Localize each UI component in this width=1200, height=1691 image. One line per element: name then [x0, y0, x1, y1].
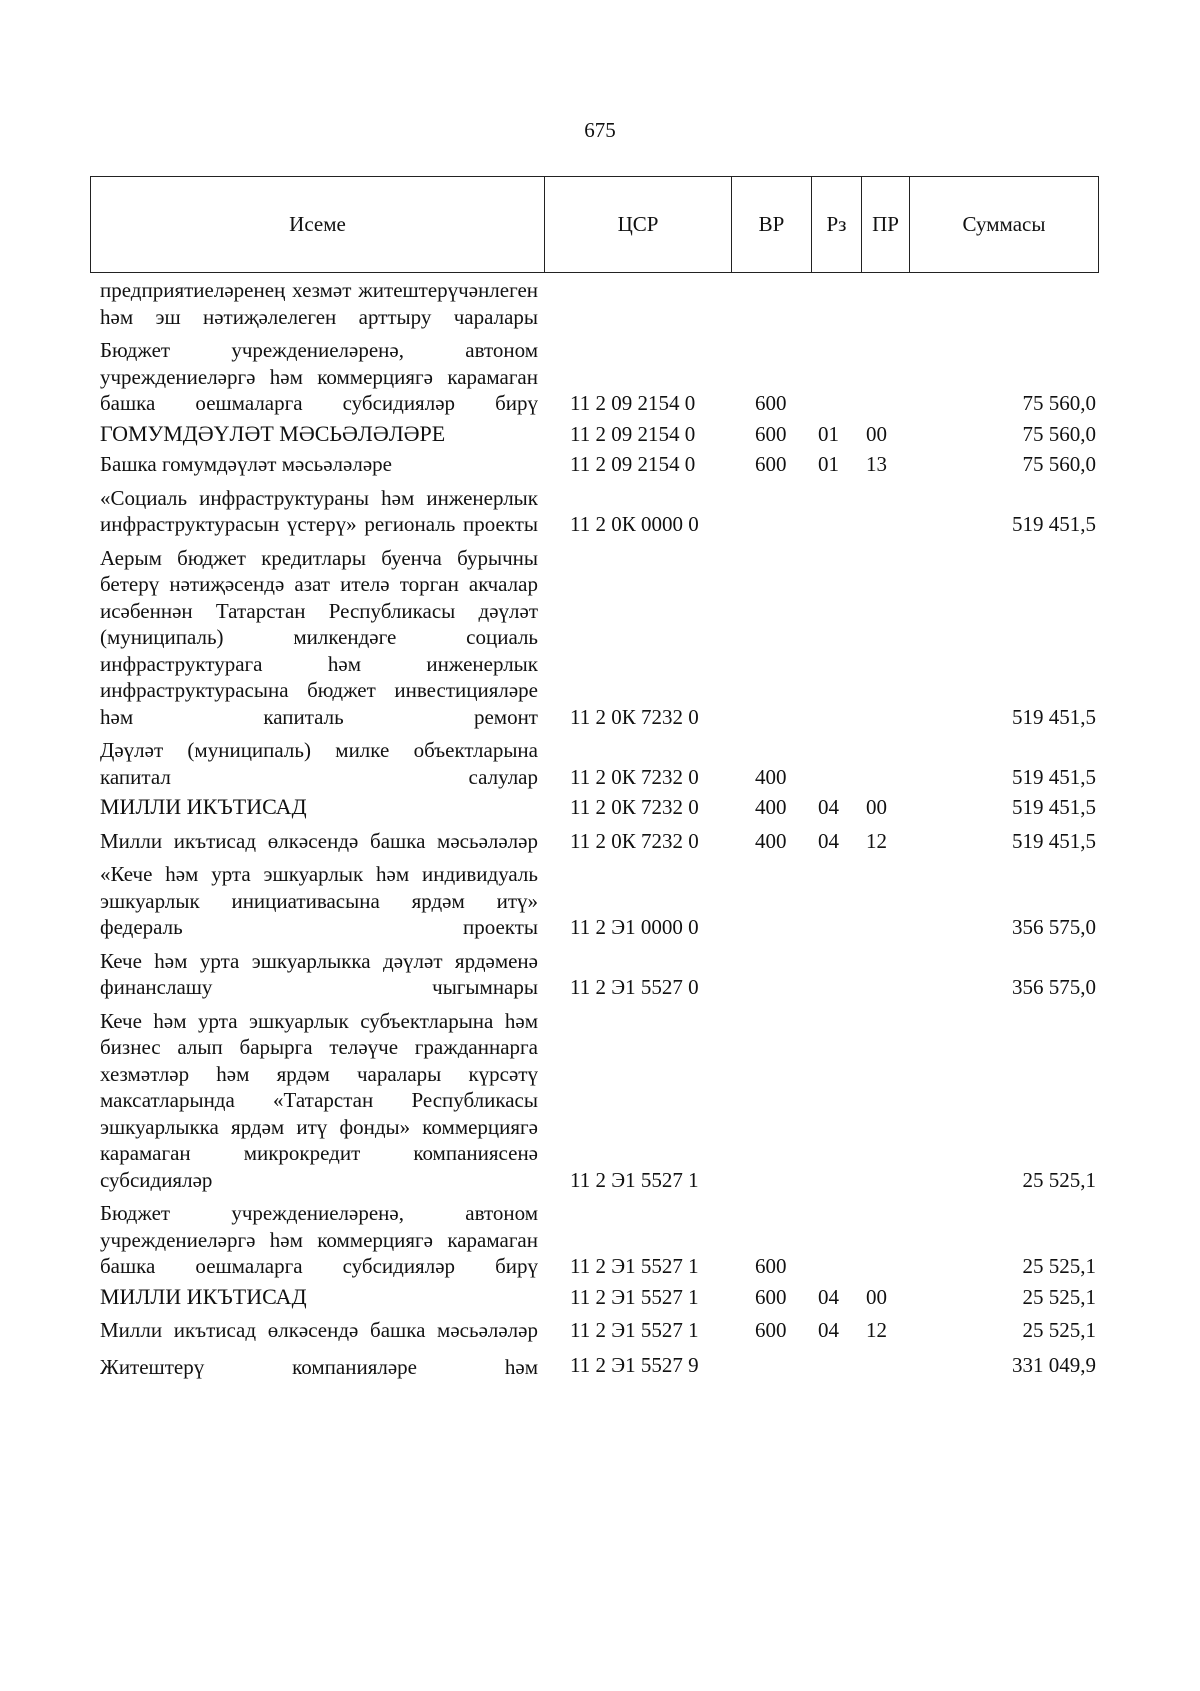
row-sum: 356 575,0	[1012, 915, 1096, 939]
row-csr: 11 2 0К 7232 0	[570, 764, 699, 789]
row-pr: 12	[866, 1318, 887, 1342]
row-name: МИЛЛИ ИКЪТИСАД	[100, 1283, 307, 1309]
row-sum: 75 560,0	[1022, 391, 1096, 415]
row-name: Башка гомумдәүләт мәсьәләләре	[100, 452, 392, 476]
row-vr: 400	[755, 764, 787, 789]
row-vr: 400	[755, 828, 787, 853]
header-csr: ЦСР	[545, 177, 732, 272]
table-row	[100, 1008, 1100, 1194]
table-row	[100, 794, 1100, 821]
row-vr: 600	[755, 1284, 787, 1309]
row-name: «Социаль инфраструктураны һәм инженерлык инфраструктурасын үстерү» региональ проекты	[100, 485, 538, 536]
row-csr: 11 2 0К 0000 0	[570, 512, 699, 536]
row-vr: 600	[755, 1318, 787, 1342]
row-csr: 11 2 Э1 5527 9	[570, 1352, 699, 1377]
row-csr: 11 2 Э1 5527 1	[570, 1284, 699, 1309]
row-sum: 25 525,1	[1022, 1254, 1096, 1278]
row-vr: 600	[755, 452, 787, 476]
row-rz: 04	[818, 1284, 839, 1309]
row-csr: 11 2 Э1 5527 1	[570, 1167, 699, 1192]
table-row	[100, 545, 1100, 731]
table-row	[100, 861, 1100, 941]
table-row	[100, 485, 1100, 538]
row-csr: 11 2 09 2154 0	[570, 391, 696, 415]
row-sum: 25 525,1	[1022, 1167, 1096, 1192]
row-rz: 01	[818, 421, 839, 446]
table-row	[100, 1284, 1100, 1311]
row-rz: 04	[818, 795, 839, 819]
row-sum: 25 525,1	[1022, 1284, 1096, 1309]
row-pr: 00	[866, 1284, 887, 1309]
header-pr: ПР	[862, 177, 910, 272]
table-row	[100, 737, 1100, 790]
row-csr: 11 2 Э1 5527 1	[570, 1254, 699, 1278]
page-number: 675	[584, 118, 616, 142]
row-name: Аерым бюджет кредитлары буенча бурычны бетерү нәтиҗәсендә азат ителә торган акчалар исәбеннән Татарстан Республикасы дәүләт (муниципаль) милкендәге социаль инфраструктурага һәм инженерлык инфраструктурасына бюджет инвестицияләре һәм капиталь ремонт	[100, 545, 538, 729]
row-name: ГОМУМДӘҮЛӘТ МӘСЬӘЛӘЛӘРЕ	[100, 420, 446, 446]
row-csr: 11 2 0К 7232 0	[570, 795, 699, 819]
row-pr: 12	[866, 828, 887, 853]
table-row	[100, 948, 1100, 1001]
row-name: Дәүләт (муниципаль) милке объектларына капитал салулар	[100, 738, 538, 789]
table-row	[100, 1354, 1100, 1381]
header-rz: Рз	[812, 177, 862, 272]
row-csr: 11 2 Э1 5527 1	[570, 1318, 699, 1342]
table-row	[100, 828, 1100, 855]
row-sum: 356 575,0	[1012, 975, 1096, 999]
row-pr: 00	[866, 795, 887, 819]
row-sum: 25 525,1	[1022, 1318, 1096, 1342]
table-row	[100, 1200, 1100, 1280]
row-name: Кече һәм урта эшкуарлыкка дәүләт ярдәменә финанслашу чыгымнары	[100, 948, 538, 999]
row-sum: 519 451,5	[1012, 828, 1096, 853]
row-rz: 04	[818, 828, 839, 853]
table-row	[100, 337, 1100, 417]
row-sum: 331 049,9	[1012, 1352, 1096, 1377]
row-pr: 13	[866, 452, 887, 476]
row-pr: 00	[866, 421, 887, 446]
row-name: Житештерү компанияләре һәм	[100, 1354, 538, 1379]
row-csr: 11 2 09 2154 0	[570, 452, 696, 476]
row-vr: 600	[755, 391, 787, 415]
row-rz: 04	[818, 1318, 839, 1342]
row-sum: 519 451,5	[1012, 795, 1096, 819]
row-csr: 11 2 09 2154 0	[570, 421, 696, 446]
row-name: МИЛЛИ ИКЪТИСАД	[100, 794, 307, 819]
row-rz: 01	[818, 452, 839, 476]
row-name: предприятиеләренең хезмәт житештерүчәнлеген һәм эш нәтиҗәлелеген арттыру чаралары	[100, 278, 538, 329]
table-row	[100, 277, 1100, 330]
table-header	[90, 176, 1099, 273]
row-csr: 11 2 0К 7232 0	[570, 828, 699, 853]
row-csr: 11 2 Э1 0000 0	[570, 915, 699, 939]
header-sum: Суммасы	[962, 212, 1046, 236]
row-vr: 600	[755, 1254, 787, 1278]
row-vr: 600	[755, 421, 787, 446]
table-row	[100, 1317, 1100, 1344]
header-name: Исеме	[91, 177, 545, 272]
row-csr: 11 2 Э1 5527 0	[570, 975, 699, 999]
row-sum: 75 560,0	[1022, 452, 1096, 476]
table-row	[100, 451, 1100, 478]
row-name: Бюджет учреждениеләренә, автоном учреждениеләргә һәм коммерциягә карамаган башка оешмаларга субсидияләр бирү	[100, 338, 538, 415]
table-body	[100, 277, 1100, 1380]
row-name: Кече һәм урта эшкуарлык субъектларына һәм бизнес алып барырга теләүче гражданнарга хезмәтләр һәм ярдәм чаралары күрсәтү максатларында «Татарстан Республикасы эшкуарлыкка ярдәм итү фонды» коммерциягә карамаган микрокредит компаниясенә субсидияләр	[100, 1008, 538, 1192]
header-vr: ВР	[732, 177, 812, 272]
row-vr: 400	[755, 795, 787, 819]
row-sum: 519 451,5	[1012, 512, 1096, 536]
row-name: «Кече һәм урта эшкуарлык һәм индивидуаль эшкуарлык инициативасына ярдәм итү» федераль проекты	[100, 862, 538, 939]
row-csr: 11 2 0К 7232 0	[570, 704, 699, 729]
row-sum: 519 451,5	[1012, 704, 1096, 729]
row-sum: 519 451,5	[1012, 764, 1096, 789]
row-name: Милли икътисад өлкәсендә башка мәсьәләләр	[100, 828, 538, 853]
table-row	[100, 421, 1100, 448]
row-sum: 75 560,0	[1022, 421, 1096, 446]
row-name: Милли икътисад өлкәсендә башка мәсьәләләр	[100, 1318, 538, 1342]
row-name: Бюджет учреждениеләренә, автоном учреждениеләргә һәм коммерциягә карамаган башка оешмаларга субсидияләр бирү	[100, 1201, 538, 1278]
